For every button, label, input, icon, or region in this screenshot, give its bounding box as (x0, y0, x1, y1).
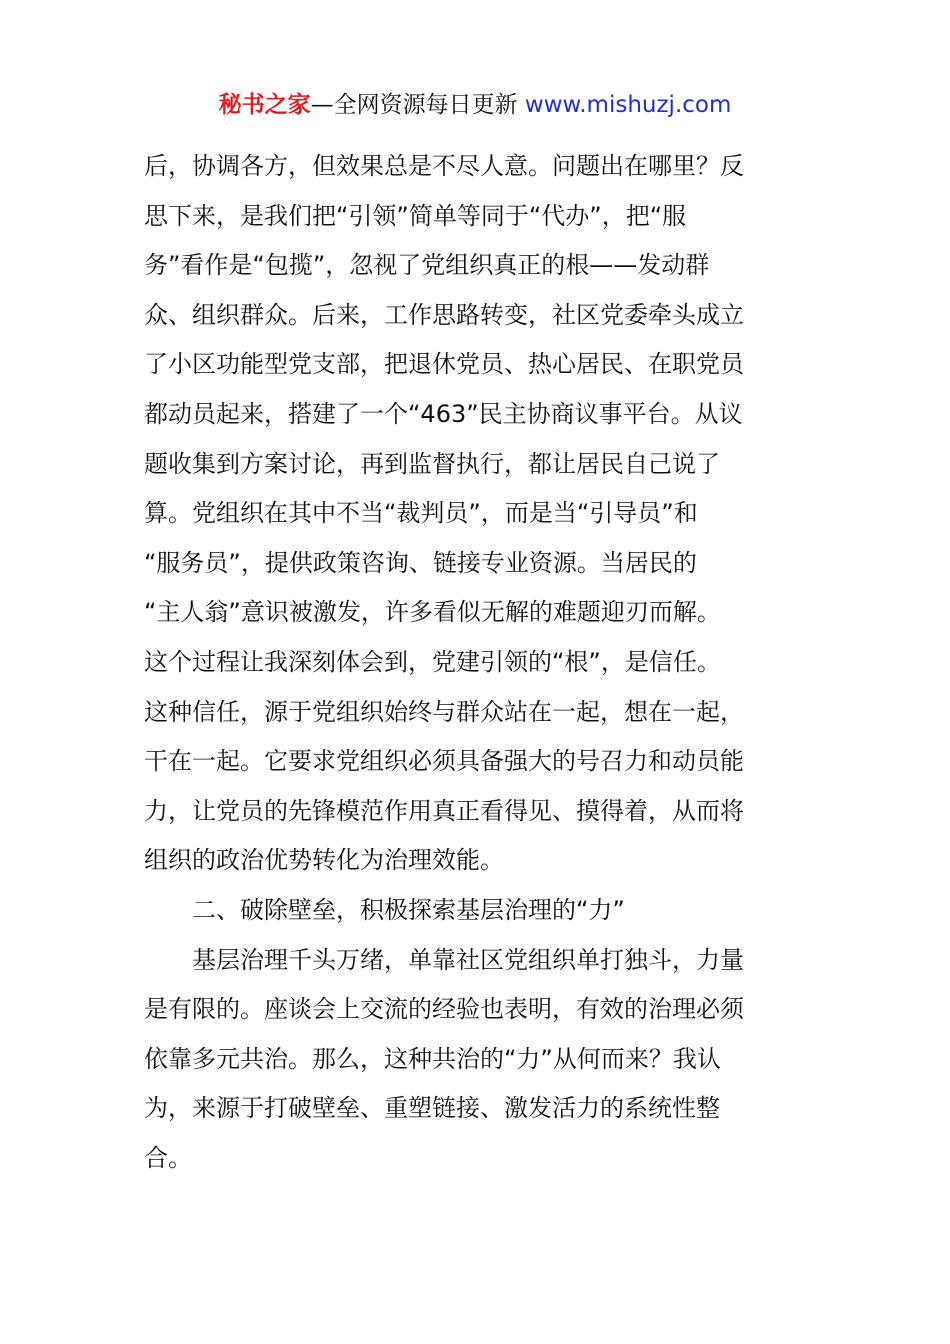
paragraph-line: 依靠多元共治。那么，这种共治的“力”从何而来？我认 (144, 1044, 721, 1073)
brand-name: 秘书之家 (218, 92, 311, 118)
paragraph-line: 众、组织群众。后来，工作思路转变，社区党委牵头成立 (144, 300, 744, 329)
paragraph-line: 都动员起来，搭建了一个“463”民主协商议事平台。从议 (144, 399, 743, 428)
paragraph-line: 合。 (144, 1143, 192, 1172)
document-body (144, 142, 814, 1183)
paragraph-line: 务”看作是“包揽”，忽视了党组织真正的根——发动群 (144, 251, 710, 280)
paragraph-line: 基层治理千头万绪，单靠社区党组织单打独斗，力量 (192, 945, 744, 974)
paragraph-line: 思下来，是我们把“引领”简单等同于“代办”，把“服 (144, 201, 687, 230)
paragraph-line: 组织的政治优势转化为治理效能。 (144, 846, 504, 875)
paragraph-line: 算。党组织在其中不当“裁判员”，而是当“引导员”和 (144, 499, 698, 528)
paragraph-line: 为，来源于打破壁垒、重塑链接、激发活力的系统性整 (144, 1094, 720, 1123)
paragraph-line: 这种信任，源于党组织始终与群众站在一起，想在一起， (144, 697, 744, 726)
site-url-link[interactable]: www.mishuzj.com (524, 92, 732, 118)
page-header (0, 88, 950, 122)
paragraph-line: 了小区功能型党支部，把退休党员、热心居民、在职党员 (144, 350, 744, 379)
paragraph-line: 这个过程让我深刻体会到，党建引领的“根”，是信任。 (144, 647, 721, 676)
paragraph-line: 干在一起。它要求党组织必须具备强大的号召力和动员能 (144, 747, 744, 776)
paragraph-line: 后，协调各方，但效果总是不尽人意。问题出在哪里？反 (144, 152, 744, 180)
paragraph-line: “主人翁”意识被激发，许多看似无解的难题迎刃而解。 (144, 598, 721, 627)
paragraph-line: 力，让党员的先锋模范作用真正看得见、摸得着，从而将 (144, 796, 744, 825)
paragraph-line: 题收集到方案讨论，再到监督执行，都让居民自己说了 (144, 449, 720, 478)
header-tagline: —全网资源每日更新 (310, 92, 518, 118)
paragraph-line: 是有限的。座谈会上交流的经验也表明，有效的治理必须 (144, 995, 744, 1024)
paragraph-line: “服务员”，提供政策咨询、链接专业资源。当居民的 (144, 548, 697, 577)
section-heading: 二、破除壁垒，积极探索基层治理的“力” (192, 895, 625, 924)
